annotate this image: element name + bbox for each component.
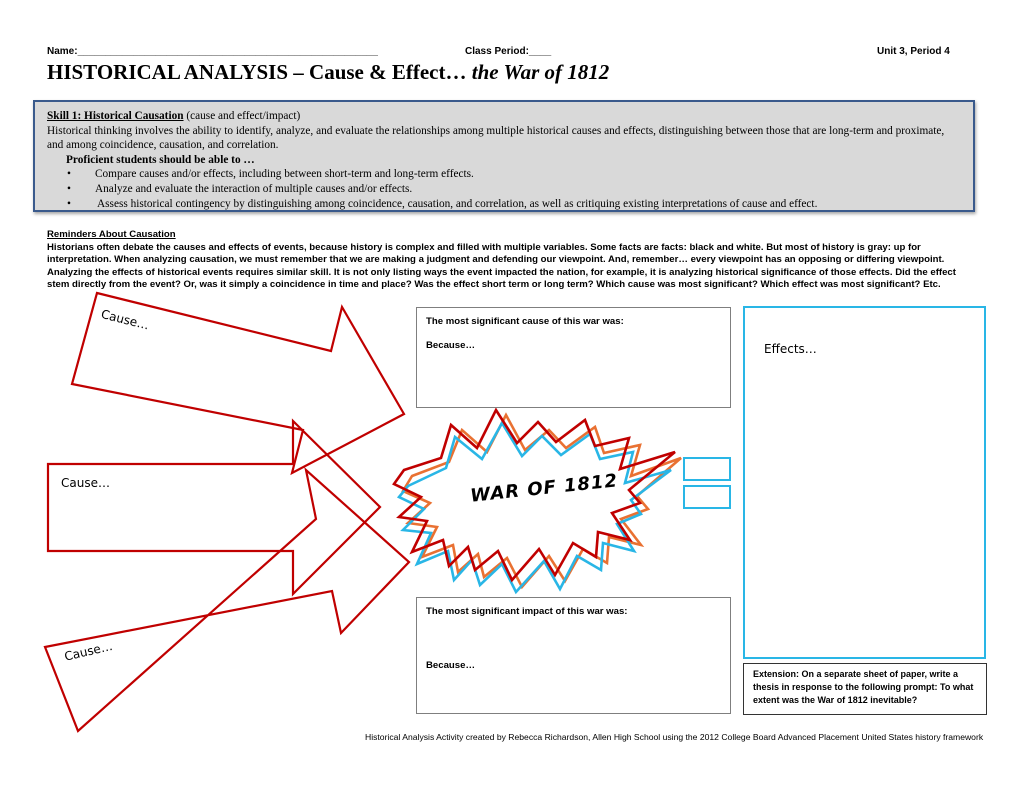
reminders-text: Historians often debate the causes and effects of events, because history is complex and filled with multiple variables. Some facts are facts: black and white. But most of history is gray: up for interpretation. When analyzing causation, we must remember that we are making a judgment and defending our viewpoint. And, remember… every viewpoint has an opposing or differing viewpoint. Analyzing the effects of historical events requires similar skill. It is not only listing ways the event impacted the nation, for example, it is analyzing historical significance of those effects. Did the effect stem directly from the event? Or, was it simply a coincidence in time and place? Was the effect short term or long term? Which cause was most significant? Which effect was most significant? Etc. xyxy=(47,241,956,290)
effect-connector-box-bottom xyxy=(683,485,731,509)
impact-because: Because… xyxy=(426,660,476,671)
cause-label-bottom: Cause… xyxy=(63,638,114,664)
significant-impact-box[interactable] xyxy=(416,597,731,714)
effects-box[interactable] xyxy=(743,306,986,659)
cause-label-top: Cause… xyxy=(99,307,151,333)
cause-because: Because… xyxy=(426,340,476,351)
impact-prompt: The most significant impact of this war was: xyxy=(426,606,628,617)
footer-credit: Historical Analysis Activity created by Rebecca Richardson, Allen High School using the 2012 College Board Advanced Placement United States history framework xyxy=(365,732,984,742)
skill-heading: Skill 1: Historical Causation xyxy=(47,110,184,122)
unit-label: Unit 3, Period 4 xyxy=(877,46,950,57)
title-main: HISTORICAL ANALYSIS – Cause & Effect… xyxy=(47,60,467,84)
skill-bullet-text: Compare causes and/or effects, including between short-term and long-term effects. xyxy=(95,168,474,181)
extension-box: Extension: On a separate sheet of paper, write a thesis in response to the following prompt: To what extent was the War of 1812 inevitable? xyxy=(743,663,987,715)
cause-arrow-middle xyxy=(48,421,380,594)
cause-arrow-bottom xyxy=(45,470,409,731)
skill-bullet-text: Analyze and evaluate the interaction of multiple causes and/or effects. xyxy=(95,182,413,195)
effect-connector-box-top xyxy=(683,457,731,481)
effects-label: Effects… xyxy=(764,342,817,356)
skill-description: Historical thinking involves the ability to identify, analyze, and evaluate the relationships among multiple historical causes and effects, distinguishing between those that are long-term and proximate, and among coincidence, causation, and correlation. xyxy=(47,124,945,152)
skill-heading-note: (cause and effect/impact) xyxy=(183,110,301,122)
name-field-label[interactable]: Name:______________________________________________________ xyxy=(47,46,378,57)
cause-prompt: The most significant cause of this war was: xyxy=(426,316,624,327)
skill-bullet-text: Assess historical contingency by distinguishing among coincidence, causation, and correlation, as well as critiquing existing interpretations of cause and effect. xyxy=(97,197,818,210)
bullet-marker: • xyxy=(67,182,71,195)
significant-cause-box[interactable] xyxy=(416,307,731,408)
proficient-heading: Proficient students should be able to … xyxy=(66,153,255,166)
war-of-1812-label: WAR OF 1812 xyxy=(469,470,619,507)
reminders-heading: Reminders About Causation xyxy=(47,229,176,240)
cause-label-middle: Cause… xyxy=(61,476,110,490)
class-period-field-label[interactable]: Class Period:____ xyxy=(465,46,552,57)
bullet-marker: • xyxy=(67,168,71,181)
bullet-marker: • xyxy=(67,197,71,210)
title-italic: the War of 1812 xyxy=(466,60,610,84)
